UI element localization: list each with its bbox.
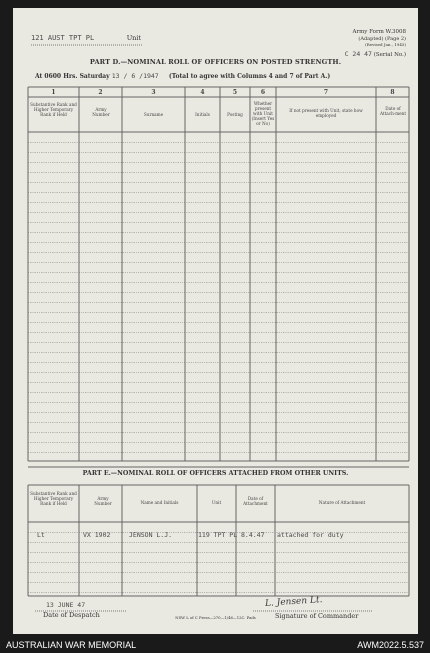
pe-hdr-date: Date of Attachment bbox=[243, 496, 268, 506]
pd-num-8: 8 bbox=[390, 89, 395, 96]
pd-hdr-posting: Posting bbox=[227, 112, 243, 117]
part-d-note: (Total to agree with Columns 4 and 7 of Part A.) bbox=[168, 73, 331, 80]
form-title: Army Form W.3008 bbox=[352, 29, 406, 35]
pe-row-name: JENSON L.J. bbox=[129, 531, 173, 539]
serial-label: (Serial No.) bbox=[373, 52, 406, 58]
pd-hdr-rank: Substantive Rank and Higher Temporary Rank if Held bbox=[30, 102, 77, 117]
pe-hdr-unit: Unit bbox=[211, 500, 222, 505]
despatch-value: 13 JUNE 47 bbox=[46, 601, 86, 609]
unit-label: Unit bbox=[126, 34, 142, 42]
pd-num-2: 2 bbox=[98, 89, 103, 96]
pe-hdr-number: Army Number bbox=[94, 496, 112, 506]
pd-hdr-surname: Surname bbox=[143, 112, 164, 117]
pe-row-date: 8.4.47 bbox=[241, 531, 265, 539]
pd-hdr-date: Date of Attach-ment bbox=[379, 106, 407, 116]
despatch-label: Date of Despatch bbox=[43, 611, 100, 619]
caption-left: AUSTRALIAN WAR MEMORIAL bbox=[6, 640, 137, 650]
pe-hdr-nature: Nature of Attachment bbox=[318, 500, 366, 505]
form-sheet bbox=[13, 8, 418, 634]
printer-note: NSW L of C Press—270—1/46—12C. Pads bbox=[175, 615, 256, 620]
pd-hdr-number: Army Number bbox=[92, 107, 110, 117]
pd-num-1: 1 bbox=[51, 89, 56, 96]
form-adapted: (Adapted) (Page 2) bbox=[358, 36, 406, 42]
pd-hdr-present: Whether present with Unit (Insert Yes or No) bbox=[251, 101, 275, 126]
pd-hdr-initials: Initials bbox=[195, 112, 210, 117]
signature: L. Jensen Lt. bbox=[264, 595, 323, 609]
part-d-title: PART D.—NOMINAL ROLL OF OFFICERS ON POSTED STRENGTH. bbox=[89, 58, 342, 66]
date-value: 13 / 6 /1947 bbox=[111, 72, 159, 80]
pe-hdr-name: Name and Initials bbox=[140, 500, 179, 505]
pd-num-7: 7 bbox=[323, 89, 329, 96]
pe-hdr-rank: Substantive Rank and Higher Temporary Rank if Held bbox=[30, 491, 77, 506]
part-e-table bbox=[13, 8, 418, 634]
pe-row-rank: Lt bbox=[37, 531, 45, 539]
pd-num-4: 4 bbox=[200, 89, 205, 96]
part-e-title: PART E.—NOMINAL ROLL OF OFFICERS ATTACHED FROM OTHER UNITS. bbox=[82, 470, 349, 477]
pe-row-unit: 119 TPT PL bbox=[198, 531, 238, 539]
pe-row-nature: attached for duty bbox=[277, 531, 344, 539]
serial-value: C 24 47 bbox=[344, 50, 372, 58]
signature-label: Signature of Commander bbox=[275, 612, 359, 620]
pd-hdr-employed: If not present with Unit, state how employed bbox=[289, 108, 363, 118]
at-text: At 0600 Hrs. Saturday bbox=[35, 73, 110, 80]
pd-num-3: 3 bbox=[151, 89, 156, 96]
caption-right: AWM2022.5.537 bbox=[357, 640, 424, 650]
form-revised: (Revised Jan., 1945) bbox=[365, 42, 406, 47]
pd-num-6: 6 bbox=[260, 89, 266, 96]
pe-row-number: VX 1902 bbox=[83, 531, 111, 539]
pd-num-5: 5 bbox=[232, 89, 238, 96]
unit-value: 121 AUST TPT PL bbox=[31, 34, 95, 42]
